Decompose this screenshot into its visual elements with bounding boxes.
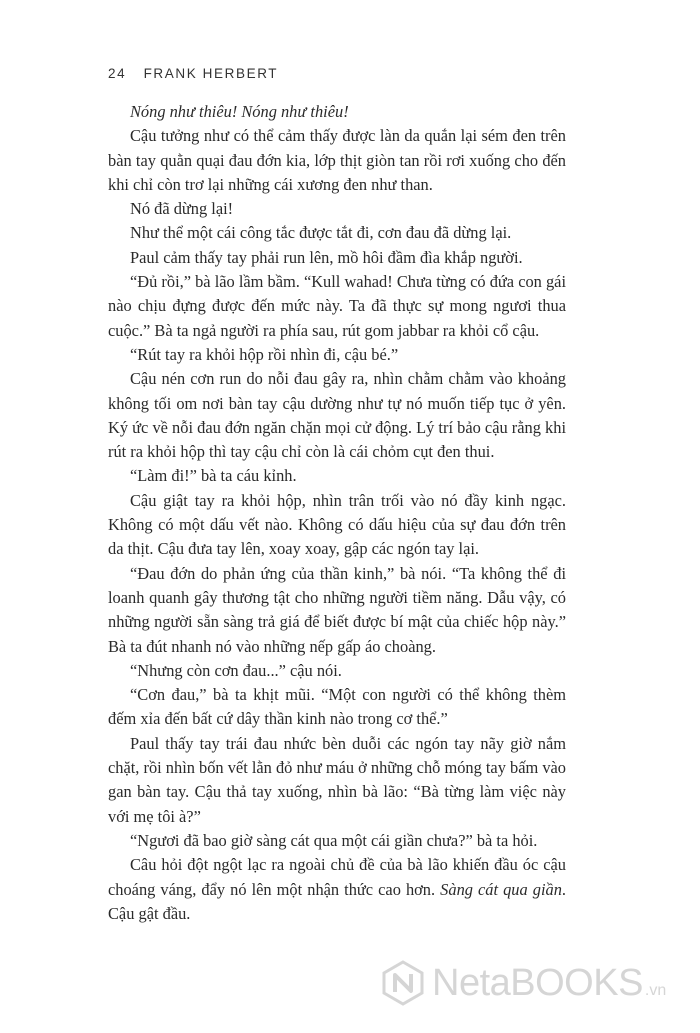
paragraph: “Ngươi đã bao giờ sàng cát qua một cái giần chưa?” bà ta hỏi. bbox=[130, 830, 538, 850]
italic-phrase: Sàng cát qua giần bbox=[440, 879, 562, 899]
paragraph-last bbox=[108, 853, 566, 926]
netabooks-watermark bbox=[380, 960, 666, 1006]
paragraph: Paul thấy tay trái đau nhức bèn duỗi các ngón tay nãy giờ nắm chặt, rồi nhìn bốn vết lằn đỏ như máu ở những chỗ móng tay bấm vào gan bàn tay. Cậu thả tay xuống, nhìn bà lão: “Bà từng làm việc này với mẹ tôi à?” bbox=[108, 733, 566, 826]
running-title: FRANK HERBERT bbox=[143, 66, 279, 81]
paragraph: “Rút tay ra khỏi hộp rồi nhìn đi, cậu bé.” bbox=[130, 344, 399, 364]
paragraph: Cậu tưởng như có thể cảm thấy được làn da quắn lại sém đen trên bàn tay quằn quại đau đớn kia, lớp thịt giòn tan rồi rơi xuống cho đến khi chỉ còn trơ lại những cái xương đen như than. bbox=[108, 126, 566, 194]
text-run: . Cậu gật đầu. bbox=[108, 879, 567, 923]
paragraph: Nó đã dừng lại! bbox=[130, 199, 234, 219]
body-text bbox=[108, 100, 566, 926]
page-number: 24 bbox=[108, 66, 127, 81]
watermark-domain: .vn bbox=[644, 982, 667, 999]
paragraph: Paul cảm thấy tay phải run lên, mồ hôi đầm đìa khắp người. bbox=[130, 247, 523, 267]
text-run: Câu hỏi đột ngột lạc ra ngoài chủ đề của bà lão khiến đầu óc cậu choáng váng, đẩy nó lên một nhận thức cao hơn. bbox=[108, 855, 566, 899]
watermark-name: NetaBOOKS bbox=[432, 961, 643, 1004]
paragraph: Cậu nén cơn run do nỗi đau gây ra, nhìn chằm chằm vào khoảng không tối om nơi bàn tay cậu dường như tự nó muốn tiếp tục ở yên. Ký ức về nỗi đau đớn ngăn chặn mọi cử động. Lý trí bảo cậu rằng khi rút ra khỏi hộp thì tay cậu chỉ còn là cái chỏm cụt đen thui. bbox=[108, 369, 566, 462]
paragraph: “Làm đi!” bà ta cáu kỉnh. bbox=[130, 466, 297, 486]
netabooks-logo-icon bbox=[380, 960, 426, 1006]
paragraph: “Nhưng còn cơn đau...” cậu nói. bbox=[130, 660, 342, 680]
paragraph: Như thể một cái công tắc được tắt đi, cơn đau đã dừng lại. bbox=[130, 223, 512, 243]
paragraph: “Cơn đau,” bà ta khịt mũi. “Một con người có thể không thèm đếm xỉa đến bất cứ dây thần kinh nào trong cơ thể.” bbox=[108, 685, 566, 729]
paragraph: “Đau đớn do phản ứng của thần kinh,” bà nói. “Ta không thể đi loanh quanh gây thương tật cho những người tiềm năng. Dẫu vậy, có những người sẵn sàng trả giá để biết được bí mật của chiếc hộp này.” Bà ta đút nhanh nó vào những nếp gấp áo choàng. bbox=[108, 563, 566, 656]
paragraph: Cậu giật tay ra khỏi hộp, nhìn trân trối vào nó đầy kinh ngạc. Không có một dấu vết nào. Không có dấu hiệu của sự đau đớn trên da thịt. Cậu đưa tay lên, xoay xoay, gập các ngón tay lại. bbox=[108, 490, 566, 559]
paragraph: Nóng như thiêu! Nóng như thiêu! bbox=[130, 102, 349, 121]
running-header bbox=[108, 66, 278, 81]
paragraph: “Đủ rồi,” bà lão lầm bầm. “Kull wahad! Chưa từng có đứa con gái nào chịu đựng được đến mức này. Ta đã thực sự mong ngươi thua cuộc.” Bà ta ngả người ra phía sau, rút gom jabbar ra khỏi cổ cậu. bbox=[108, 272, 566, 340]
